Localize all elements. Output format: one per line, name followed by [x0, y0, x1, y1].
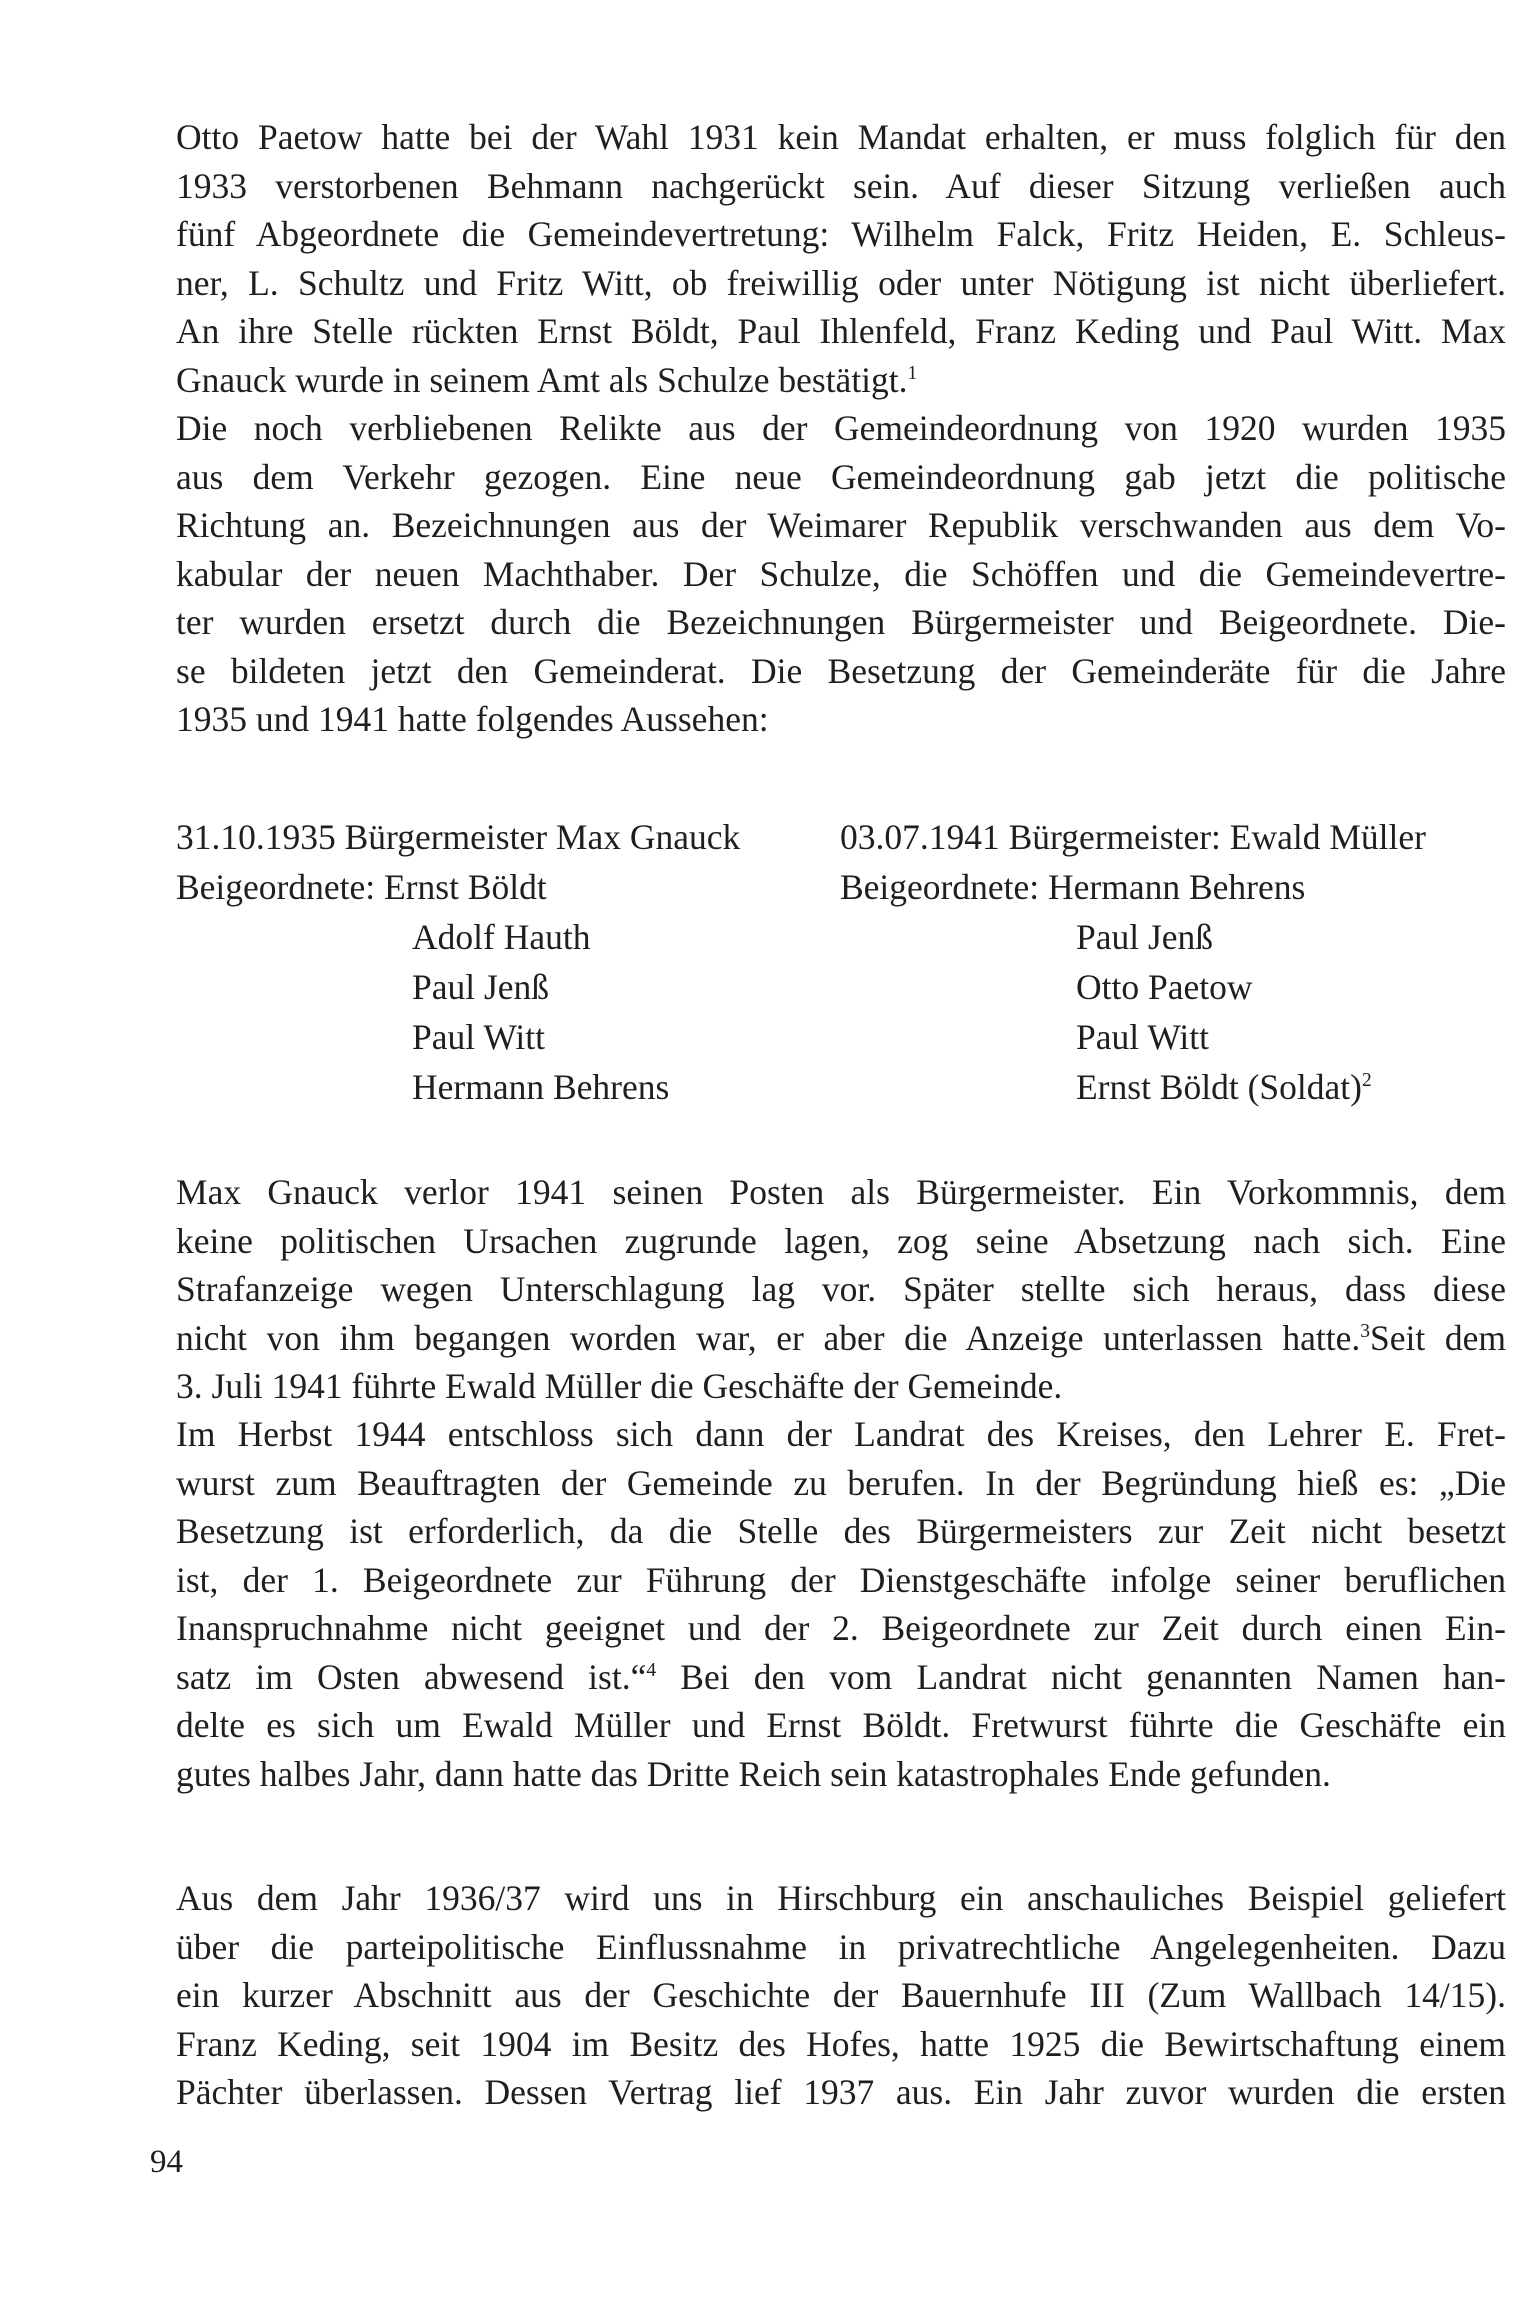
roster-member: Paul Jenß [412, 967, 550, 1007]
roster-member: Paul Witt [1076, 1017, 1210, 1057]
paragraph-1 [176, 113, 1506, 404]
text-line: fünf Abgeordnete die Gemeindevertretung: Wilhelm Falck, Fritz Heiden, E. Schleus- [176, 214, 1506, 254]
roster-member: Paul Jenß [1076, 917, 1214, 957]
text-line: 1933 verstorbenen Behmann nachgerückt sein. Auf dieser Sitzung verließen auch [176, 165, 1506, 206]
text-line: Aus dem Jahr 1936/37 wird uns in Hirschburg ein anschauliches Beispiel geliefert [176, 1878, 1506, 1918]
roster-member: Hermann Behrens [412, 1067, 670, 1107]
text-line: ist, der 1. Beigeordnete zur Führung der Dienstgeschäfte infolge seiner beruflichen [176, 1559, 1506, 1600]
paragraph-4 [176, 1410, 1506, 1798]
roster-member: Otto Paetow [1076, 967, 1253, 1007]
text-line: ter wurden ersetzt durch die Bezeichnungen Bürgermeister und Beigeordnete. Die- [176, 602, 1506, 642]
roster-member: Adolf Hauth [412, 917, 591, 957]
paragraph-3 [176, 1168, 1506, 1411]
text-line: Max Gnauck verlor 1941 seinen Posten als Bürgermeister. Ein Vorkommnis, dem [176, 1172, 1506, 1212]
text-line: Im Herbst 1944 entschloss sich dann der Landrat des Kreises, den Lehrer E. Fret- [176, 1414, 1506, 1454]
footnote-marker: 2 [1361, 1070, 1372, 1092]
text-line: delte es sich um Ewald Müller und Ernst Böldt. Fretwurst führte die Geschäfte ein [176, 1705, 1506, 1745]
text-line: Richtung an. Bezeichnungen aus der Weimarer Republik verschwanden aus dem Vo- [176, 505, 1506, 545]
footnote-marker: 1 [907, 362, 918, 384]
roster-heading: 31.10.1935 Bürgermeister Max Gnauck [176, 817, 741, 857]
text-line: Strafanzeige wegen Unterschlagung lag vor. Später stellte sich heraus, dass diese [176, 1269, 1506, 1309]
roster-label: Beigeordnete: [840, 867, 1040, 907]
text-line: aus dem Verkehr gezogen. Eine neue Gemeindeordnung gab jetzt die politische [176, 456, 1506, 497]
text-line: Die noch verbliebenen Relikte aus der Gemeindeordnung von 1920 wurden 1935 [176, 408, 1506, 448]
roster-member: Hermann Behrens [1048, 867, 1306, 907]
paragraph-2 [176, 404, 1506, 744]
text-line: se bildeten jetzt den Gemeinderat. Die Besetzung der Gemeinderäte für die Jahre [176, 650, 1506, 691]
roster-heading: 03.07.1941 Bürgermeister: Ewald Müller [840, 817, 1426, 857]
text-line: Inanspruchnahme nicht geeignet und der 2. Beigeordnete zur Zeit durch einen Ein- [176, 1608, 1506, 1648]
text-line-tail: Bei den vom Landrat nicht genannten Namen han- [656, 1656, 1506, 1697]
text-line [176, 1314, 1506, 1363]
text-line: ein kurzer Abschnitt aus der Geschichte der Bauernhufe III (Zum Wallbach 14/15). [176, 1975, 1506, 2015]
text-line-content: satz im Osten abwesend ist.“ [176, 1656, 647, 1697]
text-line: ner, L. Schultz und Fritz Witt, ob freiwillig oder unter Nötigung ist nicht überliefert. [176, 262, 1506, 303]
roster-member: Paul Witt [412, 1017, 546, 1057]
text-line: keine politischen Ursachen zugrunde lagen, zog seine Absetzung nach sich. Eine [176, 1220, 1506, 1261]
text-line: Besetzung ist erforderlich, da die Stelle des Bürgermeisters zur Zeit nicht besetzt [176, 1511, 1506, 1551]
roster-member: Ernst Böldt (Soldat) [1076, 1067, 1362, 1107]
text-line: Pächter überlassen. Dessen Vertrag lief 1937 aus. Ein Jahr zuvor wurden die ersten [176, 2072, 1506, 2112]
text-line: 1935 und 1941 hatte folgendes Aussehen: [176, 699, 769, 739]
text-line: gutes halbes Jahr, dann hatte das Dritte Reich sein katastrophales Ende gefunden. [176, 1753, 1331, 1794]
roster-row [176, 862, 740, 912]
text-line: 3. Juli 1941 führte Ewald Müller die Geschäfte der Gemeinde. [176, 1366, 1063, 1406]
text-line-content: Gnauck wurde in seinem Amt als Schulze bestätigt. [176, 359, 908, 400]
footnote-marker: 3 [1360, 1320, 1371, 1342]
text-line: An ihre Stelle rückten Ernst Böldt, Paul Ihlenfeld, Franz Keding und Paul Witt. Max [176, 311, 1506, 351]
roster-row [840, 1062, 1426, 1112]
text-line: Otto Paetow hatte bei der Wahl 1931 kein Mandat erhalten, er muss folglich für den [176, 117, 1506, 157]
roster-1935 [176, 812, 740, 1112]
text-line [176, 356, 1506, 405]
page-number: 94 [150, 2144, 183, 2180]
text-line [176, 1653, 1506, 1702]
text-line-tail: Seit dem [1370, 1317, 1506, 1358]
paragraph-5 [176, 1874, 1506, 2117]
roster-1941 [840, 812, 1426, 1112]
roster-label: Beigeordnete: [176, 867, 376, 907]
roster-member: Ernst Böldt [384, 867, 547, 907]
footnote-marker: 4 [646, 1659, 657, 1681]
text-line: kabular der neuen Machthaber. Der Schulze, die Schöffen und die Gemeindevertre- [176, 553, 1506, 594]
text-line: über die parteipolitische Einflussnahme in privatrechtliche Angelegenheiten. Dazu [176, 1926, 1506, 1967]
text-line-content: nicht von ihm begangen worden war, er aber die Anzeige unterlassen hatte. [176, 1317, 1361, 1358]
text-line: wurst zum Beauftragten der Gemeinde zu berufen. In der Begründung hieß es: „Die [176, 1462, 1506, 1503]
text-line: Franz Keding, seit 1904 im Besitz des Hofes, hatte 1925 die Bewirtschaftung einem [176, 2023, 1506, 2064]
roster-row [840, 862, 1426, 912]
